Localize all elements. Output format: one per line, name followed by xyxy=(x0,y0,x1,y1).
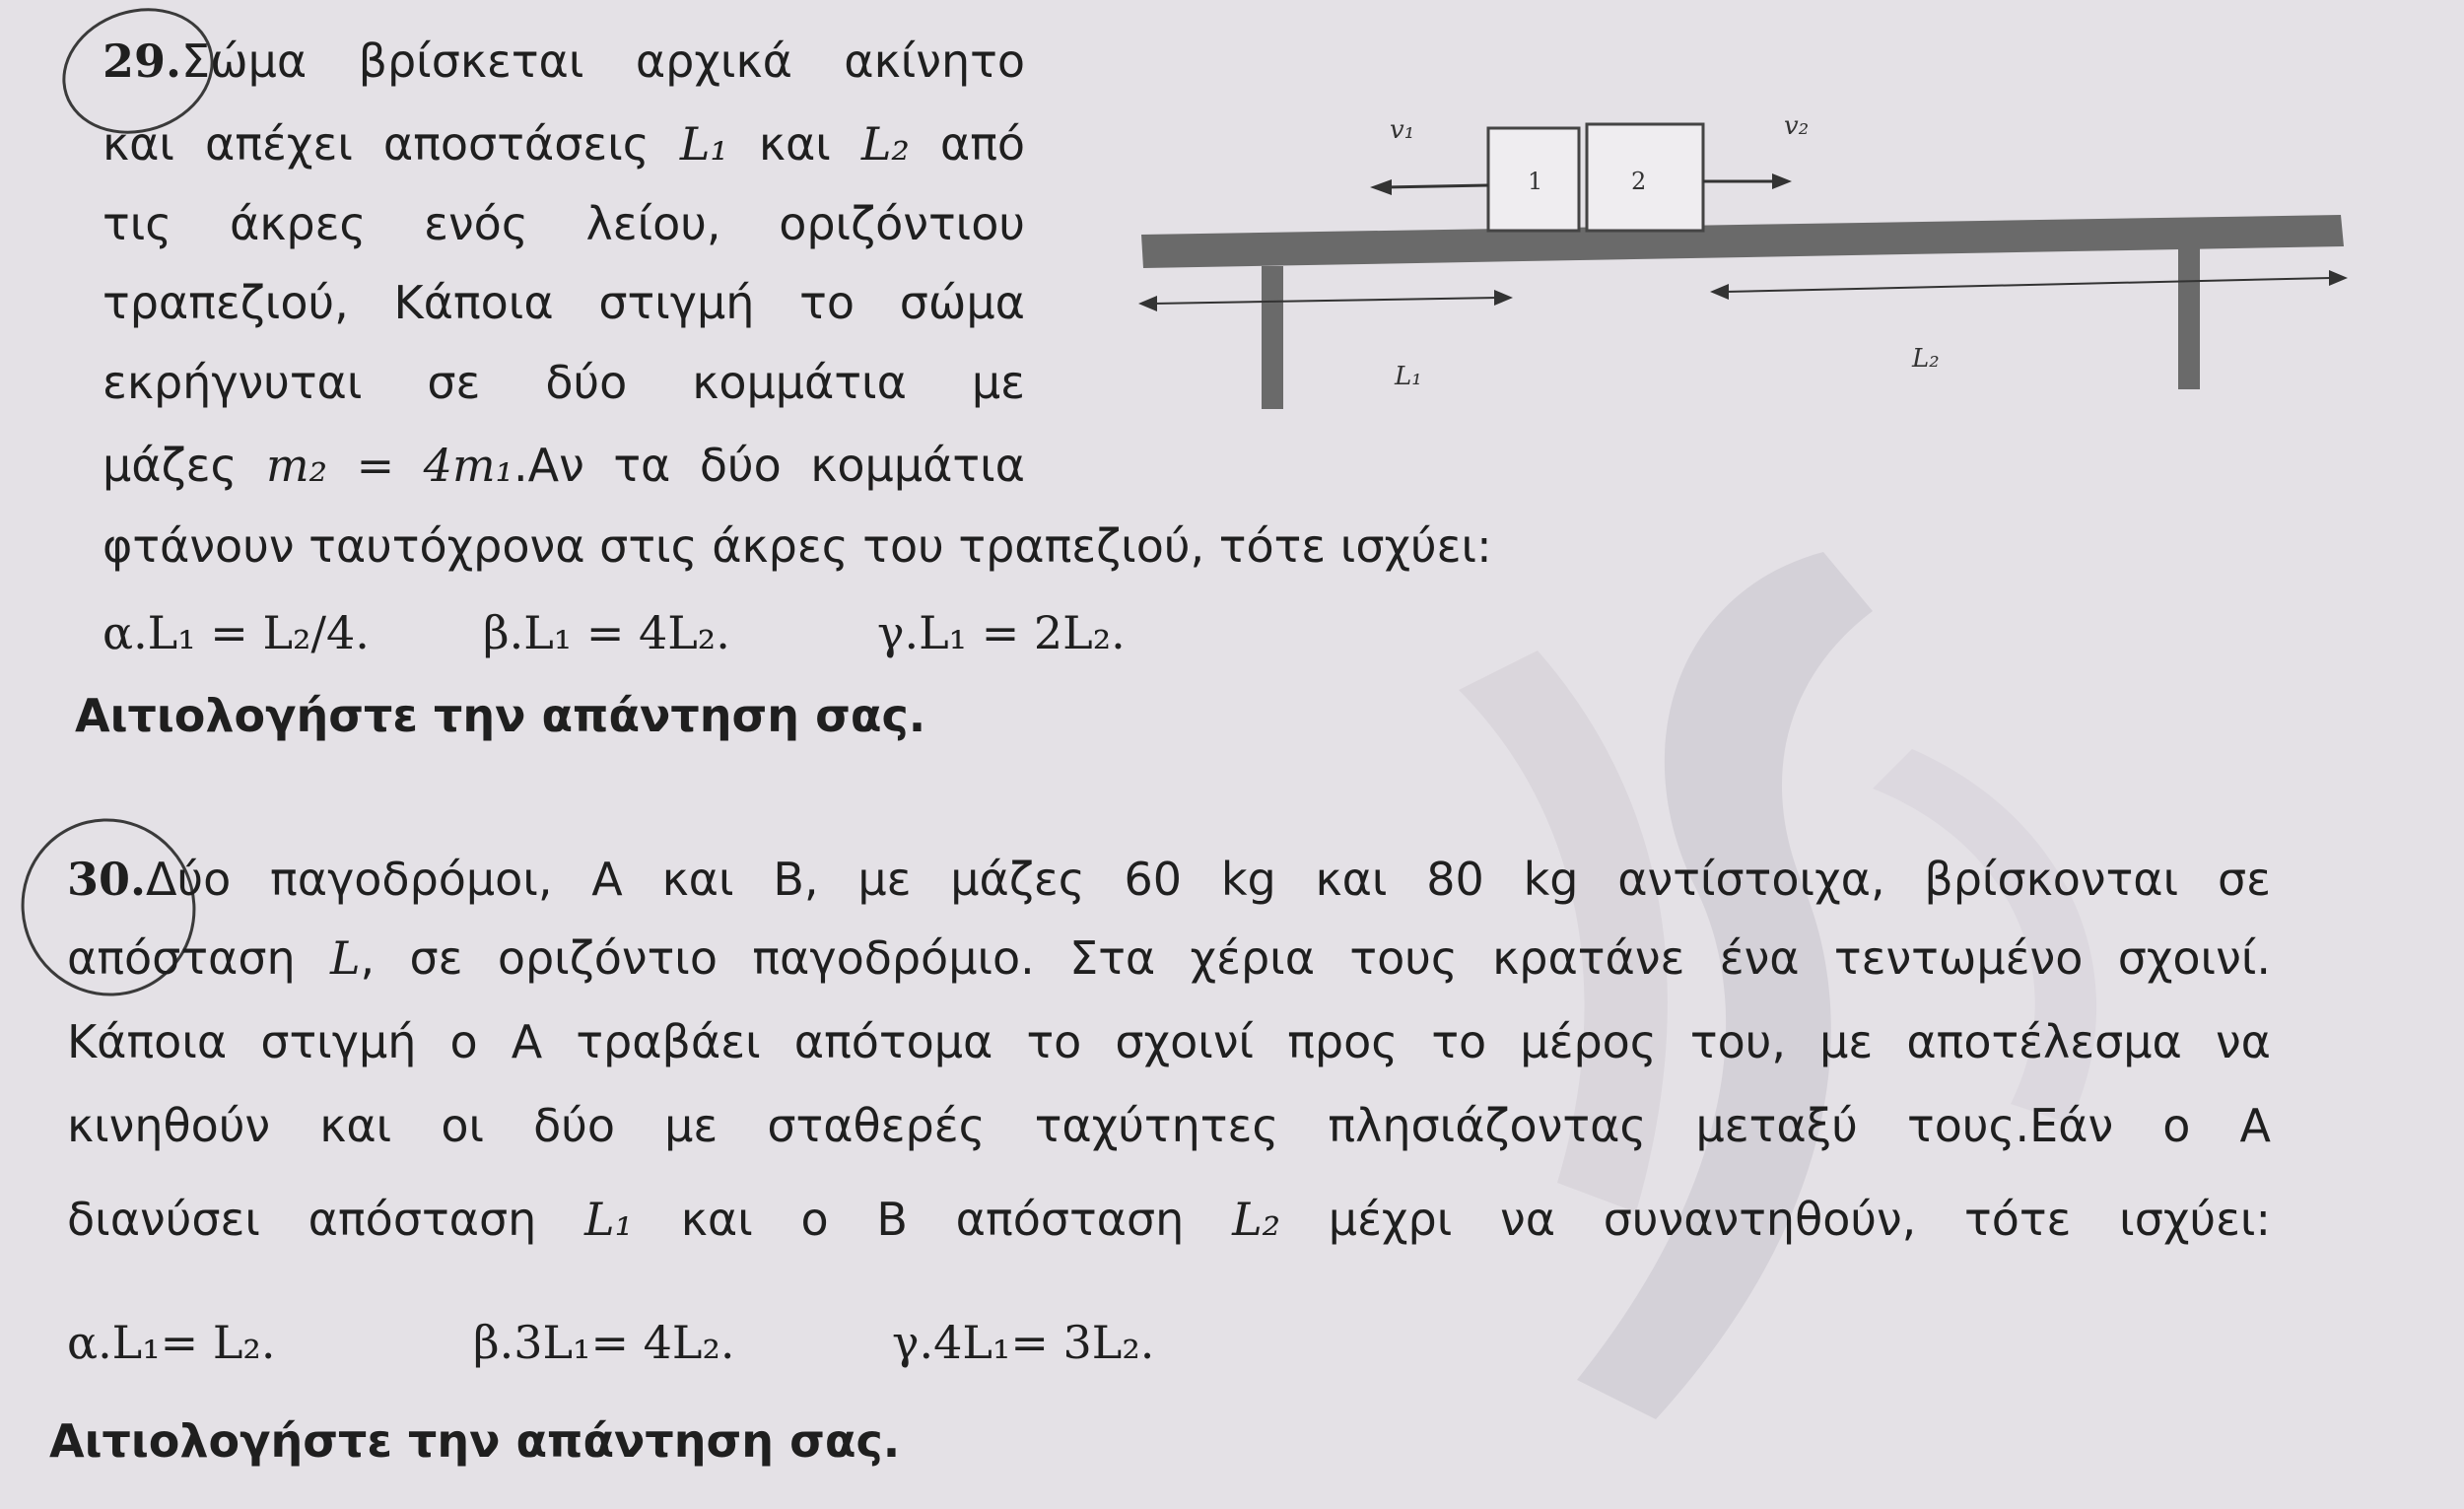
p30-option-c: γ.4L₁= 3L₂. xyxy=(892,1316,1155,1369)
p30-line-5: διανύσει απόσταση L₁ και ο Β απόσταση L₂ μέχρι να συναντηθούν, τότε ισχύει: xyxy=(67,1193,2271,1246)
p29-line-1: 29.Σώμα βρίσκεται αρχικά ακίνητο xyxy=(103,34,1025,88)
v1-label: v₁ xyxy=(1390,115,1415,145)
p29-line-6: μάζες m₂ = 4m₁.Αν τα δύο κομμάτια xyxy=(103,439,1025,492)
p29-line-5: εκρήγνυται σε δύο κομμάτια με xyxy=(103,356,1025,409)
mass-relation: m₂ = 4m₁ xyxy=(266,439,514,492)
L2-label: L₂ xyxy=(1912,344,1940,374)
p30-option-a: α.L₁= L₂. xyxy=(67,1316,276,1369)
v1-arrow-head xyxy=(1370,179,1392,195)
p29-line-4: τραπεζιού, Κάποια στιγμή το σώμα xyxy=(103,276,1025,329)
p29-option-a: α.L₁ = L₂/4. xyxy=(103,606,370,659)
p29-line-2: και απέχει αποστάσεις L₁ και L₂ από xyxy=(103,117,1026,171)
p30-line-2: απόσταση L, σε οριζόντιο παγοδρόμιο. Στα χέρια τους κρατάνε ένα τεντωμένο σχοινί. xyxy=(67,931,2272,985)
p29-justify-prompt: Αιτιολογήστε την απάντηση σας. xyxy=(75,689,926,742)
block-1-label: 1 xyxy=(1528,168,1543,195)
p30-option-b: β.3L₁= 4L₂. xyxy=(473,1316,735,1369)
p30-line-1: 30.Δύο παγοδρόμοι, Α και Β, με μάζες 60 kg και 80 kg αντίστοιχα, βρίσκονται σε xyxy=(67,853,2271,906)
p29-line-3: τις άκρες ενός λείου, οριζόντιου xyxy=(103,197,1025,250)
p30-line-3: Κάποια στιγμή ο Α τραβάει απότομα το σχοινί προς το μέρος του, με αποτέλεσμα να xyxy=(67,1015,2271,1068)
table-diagram xyxy=(1133,99,2356,424)
v2-arrow-head xyxy=(1772,173,1792,189)
L1-arrow-right xyxy=(1494,290,1513,306)
p30-line-4: κινηθούν και οι δύο με σταθερές ταχύτητες πλησιάζοντας μεταξύ τους.Εάν ο Α xyxy=(67,1099,2271,1152)
p30-justify-prompt: Αιτιολογήστε την απάντηση σας. xyxy=(49,1414,901,1468)
p29-option-b: β.L₁ = 4L₂. xyxy=(483,606,730,659)
p30-number: 30. xyxy=(67,853,147,906)
table-leg-left xyxy=(1262,266,1283,409)
v2-label: v₂ xyxy=(1784,111,1810,141)
table-top xyxy=(1141,215,2344,268)
p29-option-c: γ.L₁ = 2L₂. xyxy=(877,606,1126,659)
p29-line-7: φτάνουν ταυτόχρονα στις άκρες του τραπεζιού, τότε ισχύει: xyxy=(103,519,1492,573)
L1-label: L₁ xyxy=(1395,362,1422,391)
L1-arrow-left xyxy=(1138,296,1157,311)
p29-number: 29. xyxy=(103,34,182,88)
L2-arrow-left xyxy=(1710,284,1729,300)
table-leg-right xyxy=(2178,246,2200,389)
L2-arrow-right xyxy=(2329,270,2348,286)
block-2-label: 2 xyxy=(1631,168,1647,195)
